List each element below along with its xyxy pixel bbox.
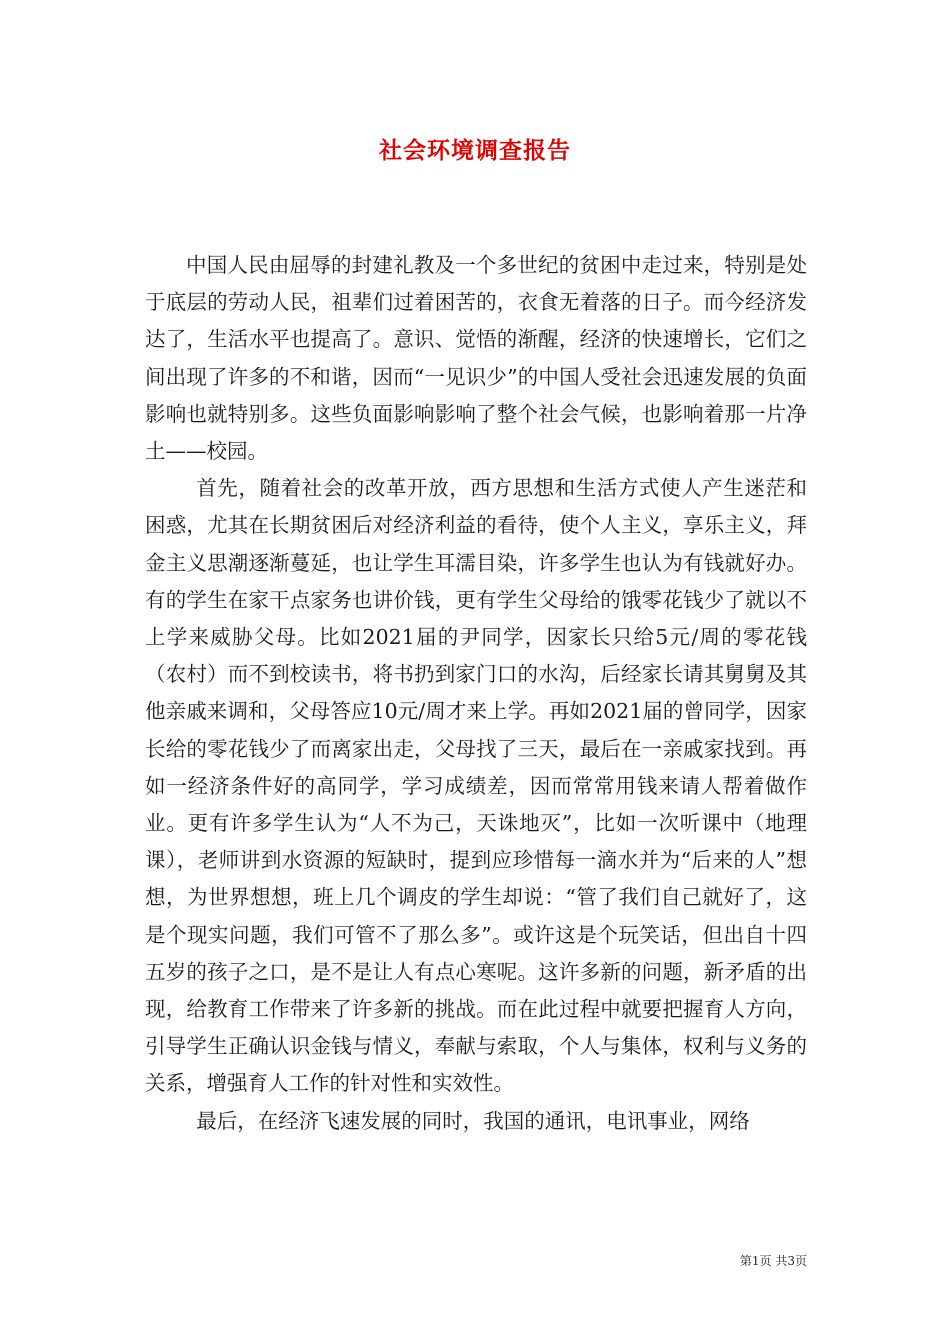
paragraph-first: 首先，随着社会的改革开放，西方思想和生活方式使人产生迷茫和困惑，尤其在长期贫困后对经济利益的看待，使个人主义，享乐主义，拜金主义思潮逐渐蔓延，也让学生耳濡目染，许多学生也认为有钱就好办。有的学生在家干点家务也讲价钱，更有学生父母给的饿零花钱少了就以不上学来威胁父母。比如2021届的尹同学，因家长只给5元/周的零花钱（农村）而不到校读书，将书扔到家门口的水沟，后经家长请其舅舅及其他亲戚来调和，父母答应10元/周才来上学。再如2021届的曾同学，因家长给的零花钱少了而离家出走，父母找了三天，最后在一亲戚家找到。再如一经济条件好的高同学，学习成绩差，因而常常用钱来请人帮着做作业。更有许多学生认为“人不为己，天诛地灭”，比如一次听课中（地理课），老师讲到水资源的短缺时，提到应珍惜每一滴水并为“后来的人”想想，为世界想想，班上几个调皮的学生却说：“管了我们自己就好了，这是个现实问题，我们可管不了那么多”。或许这是个玩笑话，但出自十四五岁的孩子之口，是不是让人有点心寒呢。这许多新的问题，新矛盾的出现，给教育工作带来了许多新的挑战。而在此过程中就要把握育人方向，引导学生正确认识金钱与情义，奉献与索取，个人与集体，权利与义务的关系，增强育人工作的针对性和实效性。 xyxy=(145,476,807,1096)
document-body xyxy=(145,247,807,1140)
paragraph-intro: 中国人民由屈辱的封建礼教及一个多世纪的贫困中走过来，特别是处于底层的劳动人民，祖辈们过着困苦的，衣食无着落的日子。而今经济发达了，生活水平也提高了。意识、觉悟的渐醒，经济的快速增长，它们之间出现了许多的不和谐，因而“一见识少”的中国人受社会迅速发展的负面影响也就特别多。这些负面影响影响了整个社会气候，也影响着那一片净土——校园。 xyxy=(145,253,807,464)
document-title: 社会环境调查报告 xyxy=(379,137,571,164)
page-number: 第1页 共3页 xyxy=(739,1254,807,1268)
paragraph-last: 最后，在经济飞速发展的同时，我国的通讯，电讯事业，网络 xyxy=(196,1108,750,1133)
